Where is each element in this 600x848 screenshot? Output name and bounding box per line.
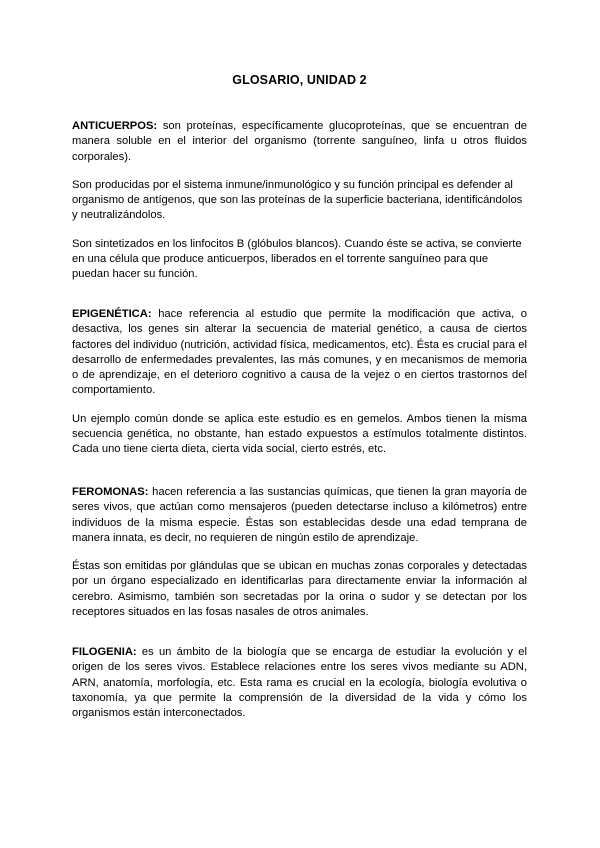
entry-definition-text: es un ámbito de la biología que se encarga de estudiar la evolución y el origen de los seres vivos. Establece relaciones entre los seres vivos mediante su ADN, ARN, anatomía, morfología, etc. Esta rama es crucial en la ecología, biología evolutiva o taxonomía, ya que permite la comprensión de la diversidad de la vida y cómo los organismos están interconectados. xyxy=(72,646,527,720)
entry-definition xyxy=(72,119,527,165)
glossary-entry-feromonas xyxy=(72,485,527,633)
entry-paragraph: Un ejemplo común donde se aplica este estudio es en gemelos. Ambos tienen la misma secuencia genética, no obstante, han estado expuestos a estímulos totalmente distintos. Cada uno tiene cierta dieta, cierta vida social, cierto estrés, etc. xyxy=(72,412,527,456)
entry-definition xyxy=(72,307,527,399)
entry-paragraph: Éstas son emitidas por glándulas que se ubican en muchas zonas corporales y detectadas por un órgano especializado en identificarlas para directamente enviar la información al cerebro. Asimismo, también son secretadas por la orina o sudor y se detectan por los receptores situados en las fosas nasales de otros animales. xyxy=(72,560,527,619)
entry-definition-text: hacen referencia a las sustancias químicas, que tienen la gran mayoría de seres vivos, que actúan como mensajeros (pueden detectarse incluso a kilómetros) entre individuos de la misma especie. Éstas son establecidas desde una edad temprana de manera innata, es decir, no requieren de ningún estilo de aprendizaje. xyxy=(72,486,528,544)
entry-term: FILOGENIA: xyxy=(72,646,137,658)
entry-term: ANTICUERPOS: xyxy=(72,120,158,132)
entry-term: EPIGENÉTICA: xyxy=(72,308,152,320)
entry-term: FEROMONAS: xyxy=(72,486,149,498)
page-title: GLOSARIO, UNIDAD 2 xyxy=(232,73,367,87)
entry-paragraph: Son sintetizados en los linfocitos B (glóbulos blancos). Cuando éste se activa, se convierte en una célula que produce anticuerpos, liberados en el torrente sanguíneo para que puedan hacer su función. xyxy=(72,237,522,281)
glossary-entry-anticuerpos xyxy=(72,119,527,296)
entry-definition xyxy=(72,645,527,721)
entry-definition-text: son proteínas, específicamente glucoproteínas, que se encuentran de manera soluble en el interior del organismo (torrente sanguíneo, linfa u otros fluidos corporales). xyxy=(72,120,528,163)
entry-definition-text: hace referencia al estudio que permite la modificación que activa, o desactiva, los genes sin alterar la secuencia de material genético, a causa de ciertos factores del individuo (nutrición, actividad física, medicamentos, etc). Ésta es crucial para el desarrollo de enfermedades prevalentes, las más comunes, y en mecanismos de memoria o de aprendizaje, en el deterioro cognitivo a causa de la vejez o en ciertos trastornos del comportamiento. xyxy=(72,308,527,397)
glossary-entry-filogenia xyxy=(72,645,527,734)
entry-definition xyxy=(72,485,527,546)
entry-paragraph: Son producidas por el sistema inmune/inmunológico y su función principal es defender al organismo de antígenos, que son las proteínas de la superficie bacteriana, identificándolos y neutralizándolos. xyxy=(72,178,523,222)
glossary-entry-epigenetica xyxy=(72,307,527,471)
